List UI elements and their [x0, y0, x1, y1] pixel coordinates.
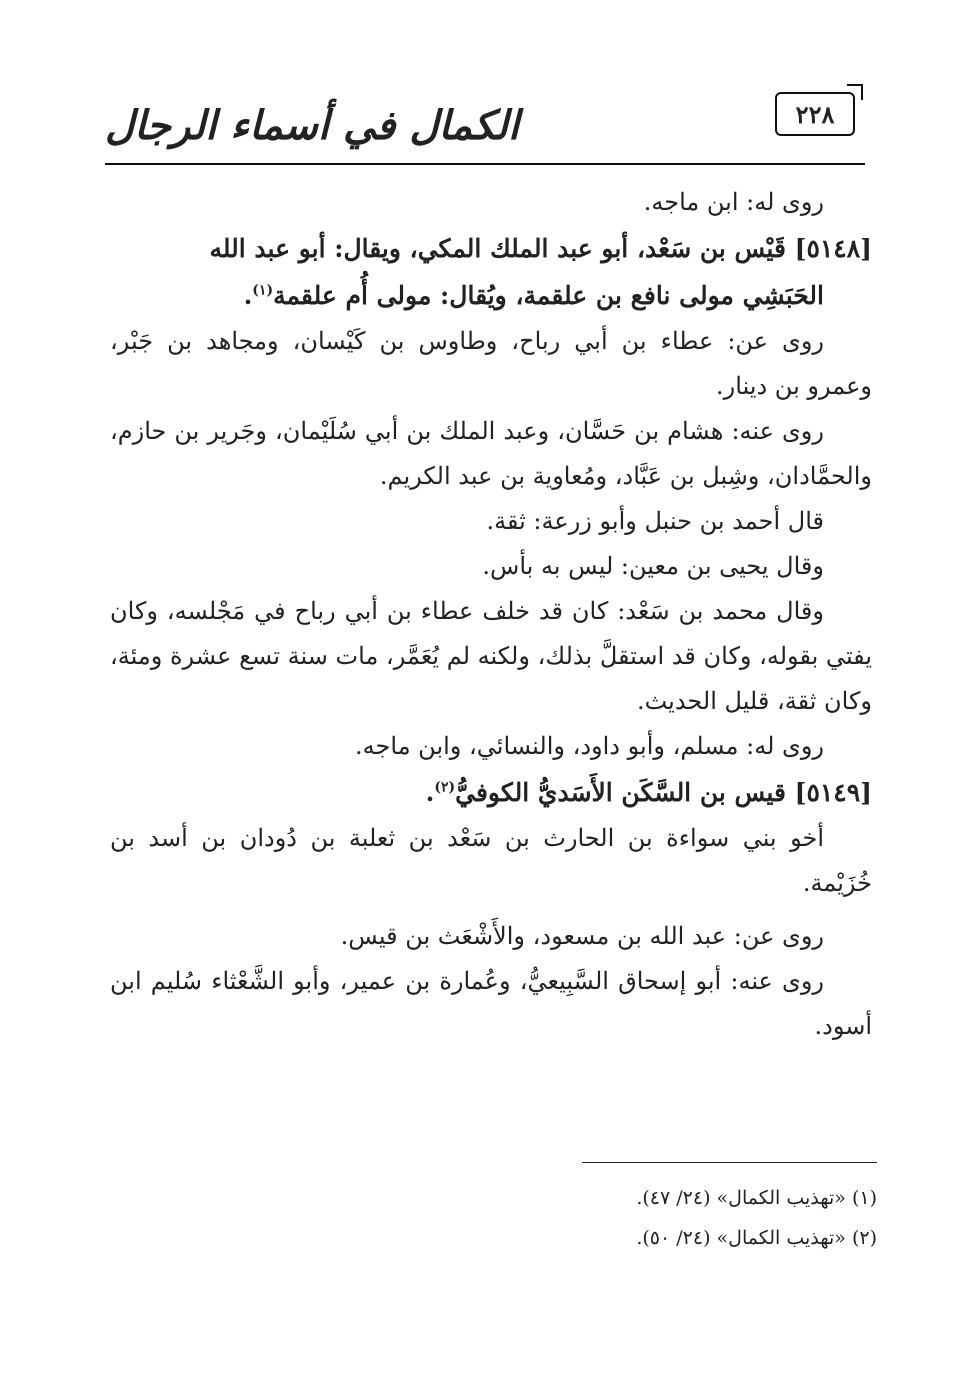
paragraph-narrators: روى عنه: هشام بن حَسَّان، وعبد الملك بن أبي سُلَيْمان، وجَرير بن حازم، والحمَّادان، وشِبل بن عَبَّاد، ومُعاوية بن عبد الكريم.	[110, 417, 872, 490]
entry-5148-line2-text: الحَبَشِي مولى نافع بن علقمة، ويُقال: مولى أُم علقمة	[273, 281, 824, 310]
header-divider	[105, 163, 865, 165]
page-number-box	[775, 92, 855, 136]
paragraph-lineage: أخو بني سواءة بن الحارث بن سَعْد بن ثعلبة بن دُودان بن أسد بن خُزَيْمة.	[110, 824, 872, 897]
entry-5149-heading: [٥١٤٩] قيس بن السَّكَن الأَسَديُّ الكوفيُّ$^{(٢)}$.	[425, 778, 872, 807]
main-text	[110, 180, 872, 1049]
paragraph-narrated-by-2: روى له: مسلم، وأبو داود، والنسائي، وابن ماجه.	[355, 732, 824, 760]
paragraph-ahmad: قال أحمد بن حنبل وأبو زرعة: ثقة.	[486, 507, 824, 535]
entry-5148-line1: [٥١٤٨] قَيْس بن سَعْد، أبو عبد الملك المكي، ويقال: أبو عبد الله	[209, 234, 872, 263]
page-number: ٢٢٨	[795, 99, 835, 129]
page-header	[0, 0, 961, 170]
footnote-2: (٢) «تهذيب الكمال» (٢٤/ ٥٠).	[636, 1227, 877, 1249]
footnote-divider	[582, 1162, 877, 1163]
footnote-ref-2: (٢)	[434, 779, 456, 796]
paragraph-narrators-2: روى عنه: أبو إسحاق السَّبِيعيُّ، وعُمارة بن عمير، وأبو الشَّعْثاء سُليم ابن أسود.	[110, 967, 872, 1040]
entry-5148-line2: الحَبَشِي مولى نافع بن علقمة، ويُقال: مولى أُم علقمة$^{(١)}$.	[243, 281, 824, 310]
footnote-1: (١) «تهذيب الكمال» (٢٤/ ٤٧).	[636, 1187, 877, 1209]
footnotes	[480, 1178, 877, 1258]
entry-5149-text: [٥١٤٩] قيس بن السَّكَن الأَسَديُّ الكوفيُّ	[455, 778, 872, 807]
entry-5148-heading	[110, 225, 872, 319]
paragraph-narrated-by: روى له: ابن ماجه.	[643, 188, 824, 216]
paragraph-narrated-from: روى عن: عطاء بن أبي رباح، وطاوس بن كَيْسان، ومجاهد بن جَبْر، وعمرو بن دينار.	[110, 327, 872, 400]
paragraph-narrated-from-2: روى عن: عبد الله بن مسعود، والأَشْعَث بن قيس.	[340, 922, 824, 950]
paragraph-ibn-sad: وقال محمد بن سَعْد: كان قد خلف عطاء بن أبي رباح في مَجْلسه، وكان يفتي بقوله، وكان قد استقلَّ بذلك، ولكنه لم يُعَمَّر، مات سنة تسع عشرة ومئة، وكان ثقة، قليل الحديث.	[110, 597, 873, 715]
footnote-ref-1: (١)	[252, 282, 274, 299]
book-title: الكمال في أسماء الرجال	[105, 102, 520, 149]
paragraph-yahya: وقال يحيى بن معين: ليس به بأس.	[482, 552, 824, 580]
